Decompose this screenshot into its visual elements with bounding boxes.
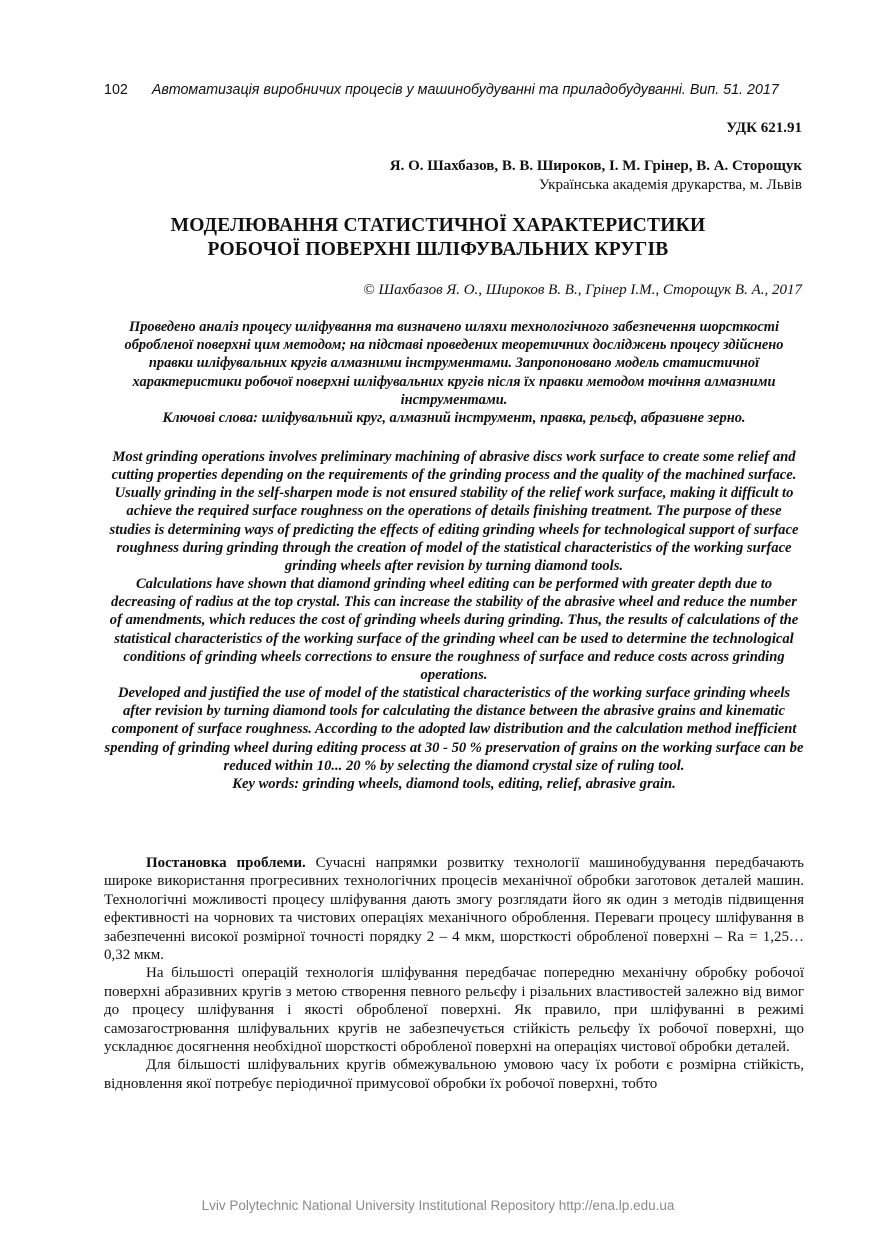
journal-title: Автоматизація виробничих процесів у машинобудуванні та приладобудуванні. Вип. 51. 2017 [151,82,779,98]
section-heading: Постановка проблеми. [146,855,306,871]
affiliation: Українська академія друкарства, м. Львів [538,177,802,193]
body-paragraph-3: Для більшості шліфувальних кругів обмежувальною умовою часу їх роботи є розмірна стійкість, відновлення якої потребує періодичної примусової обробки їх робочої поверхні, тобто [104,1057,804,1092]
copyright: © Шахбазов Я. О., Широков В. В., Грінер І.М., Сторощук В. А., 2017 [363,282,802,298]
page-number: 102 [104,82,128,98]
title-line-1: МОДЕЛЮВАННЯ СТАТИСТИЧНОЇ ХАРАКТЕРИСТИКИ [170,215,706,236]
abstract-en-paragraph-1: Most grinding operations involves preliminary machining of abrasive discs work surface to create some relief and cutting properties depending on the requirements of the grinding process and the quality of the machined surface. Usually grinding in the self-sharpen mode is not ensured stability of the relief work surface, making it difficult to achieve the required surface roughness on the operations of details finishing treatment. The purpose of these studies is determining ways of predicting the effects of editing grinding wheels for technological support of surface roughness during grinding through the creation of model of the statistical characteristics of the working surface grinding wheels after revision by turning diamond tools. [109,449,799,574]
repository-footer: Lviv Polytechnic National University Institutional Repository http://ena.lp.edu.ua [201,1198,675,1213]
abstract-english [104,448,804,793]
body-text [104,854,804,1093]
abstract-en-paragraph-3: Developed and justified the use of model of the statistical characteristics of the working surface grinding wheels after revision by turning diamond tools for calculating the distance between the abrasive grains and kinematic component of surface roughness. According to the adopted law distribution and the calculation method inefficient spending of grinding wheel during editing process at 30 - 50 % preservation of grains on the working surface can be reduced within 10... 20 % by selecting the diamond crystal size of ruling tool. [104,685,804,774]
body-paragraph-2: На більшості операцій технологія шліфування передбачає попередню механічну обробку робочої поверхні абразивних кругів з метою створення певного рельєфу і різальних властивостей залежно від вимог до процесу шліфування і якості обробленої поверхні. Як правило, при шліфуванні в режимі самозагострювання шліфувальних кругів не забезпечується стійкість рельєфу їх робочої поверхні, що ускладнює досягнення необхідної шорсткості обробленої поверхні на операціях чистової обробки деталей. [104,965,804,1056]
authors: Я. О. Шахбазов, В. В. Широков, І. М. Грінер, В. А. Сторощук [389,158,802,174]
abstract-en-paragraph-2: Calculations have shown that diamond grinding wheel editing can be performed with greater depth due to decreasing of radius at the top crystal. This can increase the stability of the abrasive wheel and reduce the number of amendments, which reduces the cost of grinding wheels during grinding. Thus, the results of calculations of the statistical characteristics of the working surface of the grinding wheel can be used to determine the technological conditions of grinding wheels corrections to ensure the roughness of surface and reduce costs across grinding operations. [109,576,799,683]
abstract-ukrainian [104,318,804,427]
keywords-uk: Ключові слова: шліфувальний круг, алмазний інструмент, правка, рельєф, абразивне зерно. [162,410,746,427]
body-paragraph-1-text: Сучасні напрямки розвитку технології машинобудування передбачають широке використання прогресивних технологічних процесів механічної обробки заготовок деталей машин. Технологічні можливості процесу шліфування дають змогу розглядати його як один з методів підвищення ефективності на чорнових та чистових операціях механічного оброблення. Переваги процесу шліфування в забезпеченні високої розмірної точності порядку 2 – 4 мкм, шорсткості обробленої поверхні – Ra = 1,25…0,32 мкм. [104,855,805,964]
running-header [104,80,804,100]
paper-title [70,214,806,262]
udc-code: УДК 621.91 [726,120,802,136]
title-line-2: РОБОЧОЇ ПОВЕРХНІ ШЛІФУВАЛЬНИХ КРУГІВ [207,239,669,260]
body-paragraph-1 [104,854,804,964]
keywords-en: Key words: grinding wheels, diamond tools, editing, relief, abrasive grain. [232,775,676,792]
abstract-uk-text: Проведено аналіз процесу шліфування та визначено шляхи технологічного забезпечення шорсткості обробленої поверхні цим методом; на підставі проведених теоретичних досліджень процесу здійснено правки шліфувальних кругів алмазними інструментами. Запропоновано модель статистичної характеристики робочої поверхні шліфувальних кругів після їх правки методом точіння алмазними інструментами. [124,319,784,408]
